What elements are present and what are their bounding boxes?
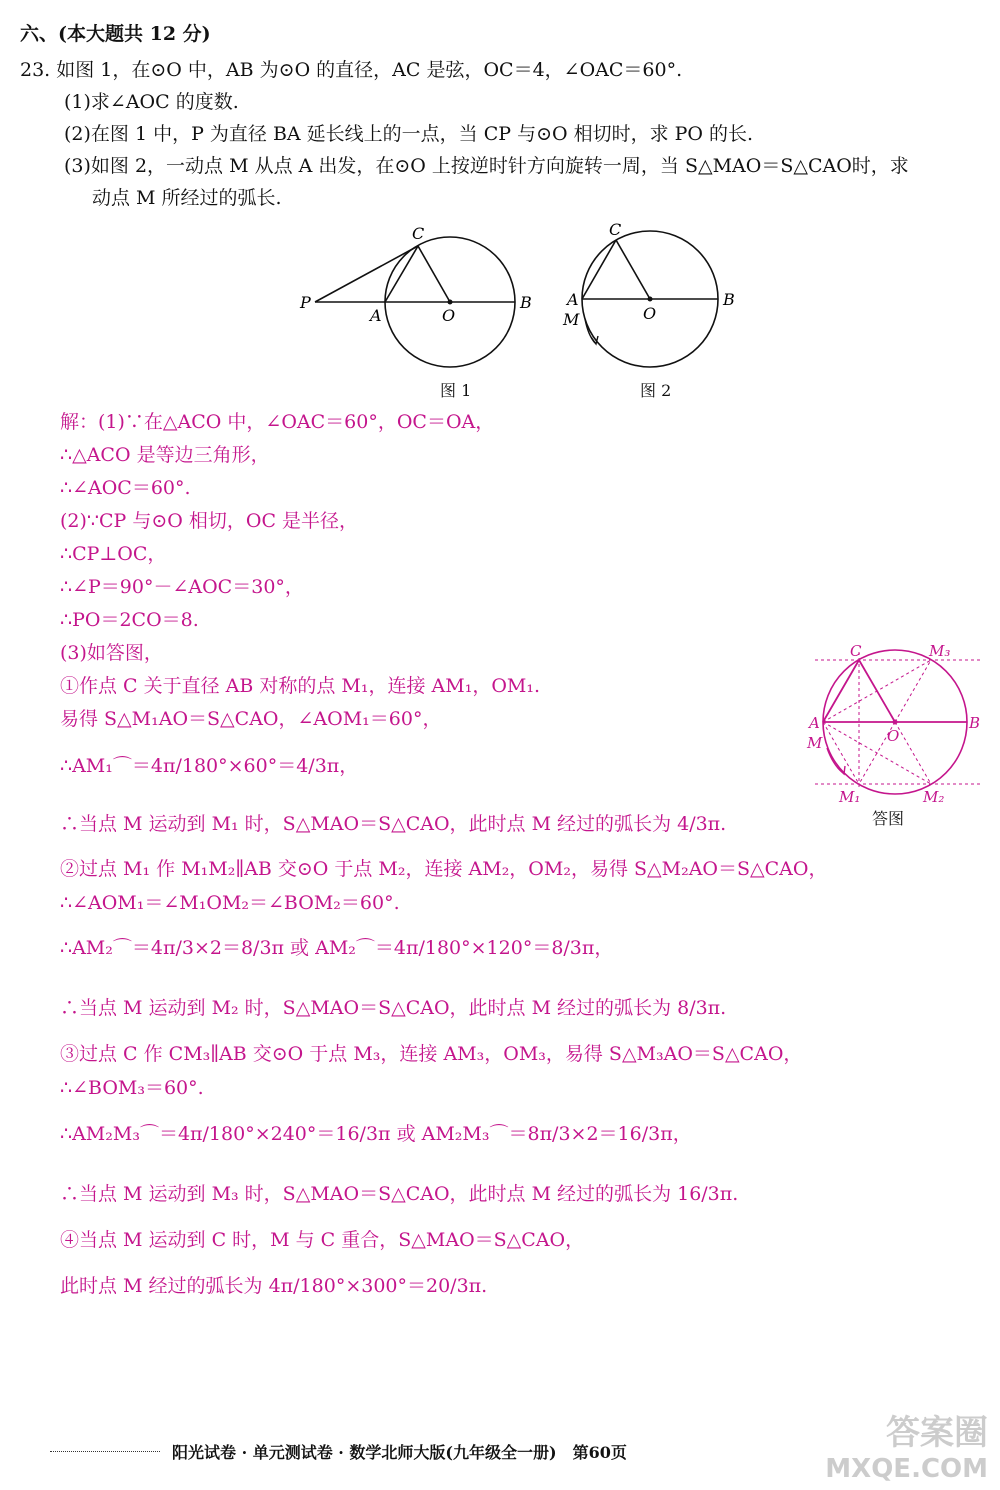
question-part-3: (3)如图 2，一动点 M 从点 A 出发，在⊙O 上按逆时针方向旋转一周，当 S△MAO＝S△CAO时，求 (64, 155, 909, 177)
figure-1-caption: 图 1 (440, 381, 472, 400)
solution-line: 解：(1)∵在△ACO 中，∠OAC＝60°，OC＝OA， (60, 411, 495, 433)
solution-line: ∴∠AOC＝60°. (60, 477, 191, 499)
question-part-3-cont: 动点 M 所经过的弧长. (92, 187, 282, 209)
solution-line: ∴∠BOM₃＝60°. (60, 1077, 204, 1099)
answer-figure-label-b: B (969, 714, 981, 732)
footer-text: 阳光试卷 · 单元测试卷 · 数学北师大版(九年级全一册) 第60页 (172, 1443, 627, 1462)
answer-figure-line-am2 (823, 722, 931, 784)
figure-2-label-b: B (723, 290, 735, 309)
answer-figure-center-dot (893, 720, 898, 725)
question-part-1: (1)求∠AOC 的度数. (64, 91, 239, 113)
solution-line: ∴AM₂M₃⌒＝4π/180°×240°＝16/3π 或 AM₂M₃⌒＝8π/3×2＝16/3π， (60, 1123, 692, 1145)
solution-line: ∴∠AOM₁＝∠M₁OM₂＝∠BOM₂＝60°. (60, 892, 400, 914)
solution-line: (2)∵CP 与⊙O 相切，OC 是半径， (60, 510, 359, 532)
figure-1-label-p: P (300, 293, 311, 312)
figure-1-label-o: O (442, 306, 456, 325)
answer-figure-line-am3 (823, 660, 931, 722)
figure-2-label-a: A (567, 290, 579, 309)
answer-figure-label-m3: M₃ (929, 642, 951, 660)
watermark-logo: 答案圈 (886, 1413, 988, 1453)
answer-figure-label-m: M (807, 734, 823, 752)
watermark (825, 1415, 988, 1487)
figure-2 (555, 215, 755, 375)
question-stem: 23. 如图 1，在⊙O 中，AB 为⊙O 的直径，AC 是弦，OC＝4，∠OAC＝60°. (20, 59, 683, 81)
figure-2-label-o: O (643, 304, 657, 323)
solution-line: ∴当点 M 运动到 M₂ 时，S△MAO＝S△CAO，此时点 M 经过的弧长为 8/3π. (60, 997, 727, 1019)
solution-line: ∴∠P＝90°－∠AOC＝30°， (60, 576, 304, 598)
solution-line: ②过点 M₁ 作 M₁M₂∥AB 交⊙O 于点 M₂，连接 AM₂，OM₂，易得 S△M₂AO＝S△CAO， (60, 858, 828, 880)
solution-line: ∴△ACO 是等边三角形， (60, 444, 270, 466)
figure-1 (290, 215, 550, 375)
solution-line: (3)如答图， (60, 642, 163, 664)
answer-figure-label-a: A (809, 714, 820, 732)
solution-line: ∴CP⊥OC， (60, 543, 167, 565)
answer-figure-chord-ac (823, 660, 859, 722)
answer-figure-line-om2 (895, 722, 931, 784)
solution-line: ∴AM₁⌒＝4π/180°×60°＝4/3π， (60, 755, 359, 777)
answer-figure-label-m2: M₂ (923, 788, 945, 806)
answer-figure-line-om3 (895, 660, 931, 722)
watermark-url: MXQE.COM (825, 1454, 988, 1484)
section-heading: 六、(本大题共 12 分) (20, 23, 211, 45)
answer-figure-label-o: O (887, 727, 900, 745)
footer-dots (50, 1451, 160, 1452)
figure-2-caption: 图 2 (640, 381, 672, 400)
solution-line: 此时点 M 经过的弧长为 4π/180°×300°＝20/3π. (60, 1275, 488, 1297)
figure-2-center-dot (648, 297, 653, 302)
page-footer (50, 1440, 950, 1463)
figure-2-label-m: M (563, 310, 580, 329)
solution-line: ∴当点 M 运动到 M₃ 时，S△MAO＝S△CAO，此时点 M 经过的弧长为 16/3π. (60, 1183, 739, 1205)
answer-figure-label-m1: M₁ (839, 788, 861, 806)
solution-line: 易得 S△M₁AO＝S△CAO，∠AOM₁＝60°， (60, 708, 442, 730)
figure-1-label-b: B (520, 293, 532, 312)
answer-figure (805, 640, 990, 810)
solution-line: ∴PO＝2CO＝8. (60, 609, 199, 631)
figure-2-label-c: C (609, 220, 622, 239)
solution-line: ∴当点 M 运动到 M₁ 时，S△MAO＝S△CAO，此时点 M 经过的弧长为 4/3π. (60, 813, 727, 835)
figure-1-label-c: C (412, 224, 425, 243)
figure-1-radius-oc (418, 246, 450, 302)
answer-figure-caption: 答图 (872, 809, 905, 828)
figure-2-radius-oc (616, 240, 650, 299)
answer-figure-label-c: C (850, 642, 862, 660)
solution-line: ④当点 M 运动到 C 时，M 与 C 重合，S△MAO＝S△CAO， (60, 1229, 585, 1251)
question-part-2: (2)在图 1 中，P 为直径 BA 延长线上的一点，当 CP 与⊙O 相切时，求 PO 的长. (64, 123, 754, 145)
figure-1-label-a: A (370, 306, 382, 325)
solution-line: ③过点 C 作 CM₃∥AB 交⊙O 于点 M₃，连接 AM₃，OM₃，易得 S△M₃AO＝S△CAO， (60, 1043, 803, 1065)
solution-line: ∴AM₂⌒＝4π/3×2＝8/3π 或 AM₂⌒＝4π/180°×120°＝8/3π， (60, 937, 614, 959)
figure-1-tangent-pc (315, 246, 418, 302)
figure-1-center-dot (448, 300, 453, 305)
figure-2-chord-ac (582, 240, 616, 299)
solution-line: ①作点 C 关于直径 AB 对称的点 M₁，连接 AM₁，OM₁. (60, 675, 541, 697)
